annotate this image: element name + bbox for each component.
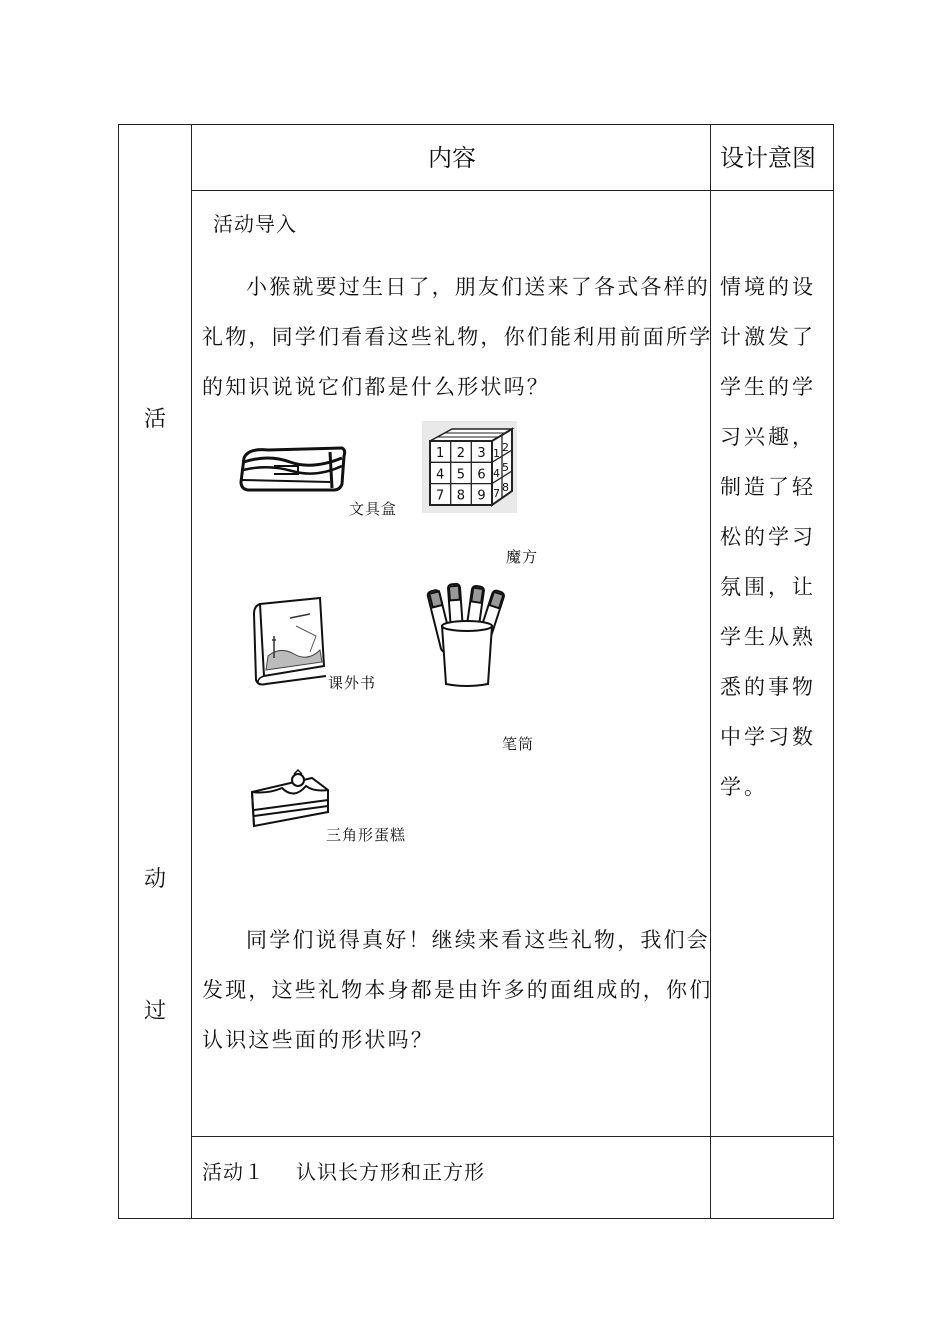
design-intent-line-2: 计激发了 — [720, 325, 816, 349]
activity1-title: 认识长方形和正方形 — [296, 1160, 485, 1184]
design-intent-line-6: 松的学习 — [720, 525, 816, 549]
para1-line-1: 小猴就要过生日了，朋友们送来了各式各样的 — [246, 275, 710, 299]
design-intent-line-8: 学生从熟 — [720, 625, 816, 649]
cube-number: 7 — [436, 488, 445, 504]
cube-number: 2 — [456, 446, 465, 461]
cube-number: 4 — [436, 467, 445, 483]
caption-pencil-box: 文具盒 — [349, 500, 398, 518]
para1-line-2: 礼物，同学们看看这些礼物，你们能利用前面所学 — [202, 325, 713, 349]
design-intent-line-1: 情境的设 — [720, 275, 816, 299]
rubik-cube-image — [422, 421, 517, 513]
cube-number: 5 — [456, 467, 465, 483]
left-column-char-1: 活 — [144, 407, 167, 432]
header-design-intent: 设计意图 — [720, 144, 816, 172]
cube-number: 3 — [477, 446, 486, 461]
cube-number: 9 — [477, 488, 486, 504]
cube-number: 1 — [493, 447, 500, 460]
para1-line-3: 的知识说说它们都是什么形状吗？ — [202, 375, 550, 399]
activity1-label: 活动１ — [202, 1160, 265, 1184]
cake-image — [248, 770, 330, 832]
design-intent-line-5: 制造了轻 — [720, 475, 816, 499]
caption-cake: 三角形蛋糕 — [326, 826, 407, 844]
para2-line-2: 发现，这些礼物本身都是由许多的面组成的，你们 — [202, 978, 713, 1002]
design-intent-line-7: 氛围，让 — [720, 575, 816, 599]
caption-book: 课外书 — [328, 674, 377, 692]
section-title: 活动导入 — [213, 212, 297, 236]
para2-line-1: 同学们说得真好！继续来看这些礼物，我们会 — [246, 928, 710, 952]
cube-number: 8 — [456, 488, 465, 504]
caption-rubik-cube: 魔方 — [506, 548, 539, 566]
design-intent-line-10: 中学习数 — [720, 725, 816, 749]
pen-holder-image — [430, 580, 520, 690]
left-column-char-3: 过 — [144, 999, 167, 1024]
cube-number: 7 — [493, 487, 500, 500]
design-intent-line-9: 悉的事物 — [720, 675, 816, 699]
column-divider-left — [191, 124, 192, 1219]
caption-pen-holder: 笔筒 — [502, 735, 535, 753]
cube-number: 6 — [477, 467, 486, 483]
design-intent-line-11: 学。 — [720, 775, 768, 799]
cube-number: 8 — [502, 481, 509, 494]
design-intent-line-3: 学生的学 — [720, 375, 816, 399]
cube-number: 1 — [436, 446, 445, 461]
cube-number: 5 — [502, 461, 509, 474]
cube-number: 2 — [502, 441, 509, 454]
cube-number: 4 — [493, 467, 500, 480]
column-divider-right — [710, 124, 711, 1219]
header-content: 内容 — [428, 144, 476, 172]
header-divider — [191, 190, 834, 191]
left-column-char-2: 动 — [144, 867, 167, 892]
book-image — [250, 596, 330, 688]
activity-divider — [191, 1136, 834, 1137]
pencil-box-image — [238, 444, 348, 492]
para2-line-3: 认识这些面的形状吗？ — [202, 1028, 434, 1052]
design-intent-line-4: 习兴趣， — [720, 425, 816, 449]
